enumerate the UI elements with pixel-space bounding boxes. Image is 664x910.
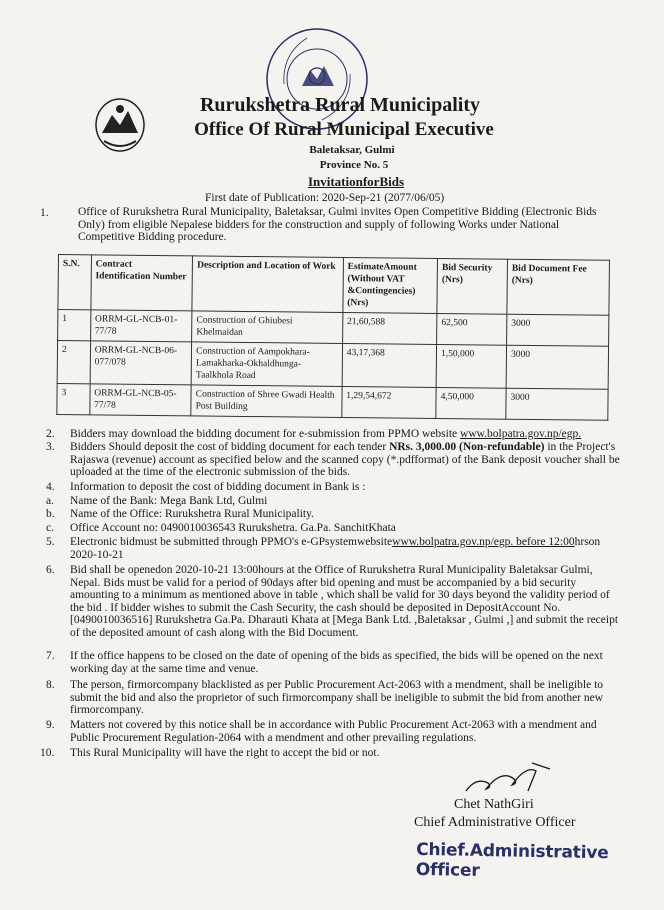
col-header: Bid Document Fee (Nrs)	[507, 259, 610, 315]
bids-table	[56, 254, 610, 421]
egp-link[interactable]: www.bolpatra.gov.np/egp. before 12:00	[392, 536, 575, 548]
table-cell: Construction of Shree Gwadi Health Post Building	[191, 385, 342, 418]
table-cell: 1,29,54,672	[342, 386, 437, 418]
col-header: Description and Location of Work	[192, 256, 343, 313]
table-row	[57, 341, 608, 390]
municipality-name: Rurukshetra Rural Municipality	[199, 94, 481, 116]
clause-number: 3.	[46, 441, 55, 453]
table-cell: 1	[58, 310, 91, 341]
col-header: EstimateAmount (Without VAT &Contingencies) (Nrs)	[343, 257, 438, 313]
signer-name: Chet NathGiri	[454, 797, 534, 812]
table-cell: Construction of Ghiubesi Khelmaidan	[192, 311, 343, 344]
clause-4: Information to deposit the cost of bidding document in Bank is :	[70, 481, 366, 493]
table-cell: 2	[57, 341, 90, 384]
bank-name: Name of the Bank: Mega Bank Ltd, Gulmi	[70, 495, 268, 507]
notice-title: InvitationforBids	[307, 174, 405, 189]
clause-number: a.	[46, 495, 54, 507]
table-cell: 3000	[507, 314, 609, 346]
col-header: Contract Identification Number	[91, 255, 193, 311]
clause-number: 10.	[40, 747, 55, 759]
table-cell: 3000	[506, 345, 608, 389]
table-cell: 4,50,000	[436, 387, 506, 419]
table-cell: ORRM-GL-NCB-06-077/078	[90, 341, 192, 385]
ppmo-link[interactable]: www.bolpatra.gov.np/egp.	[460, 428, 582, 440]
office-name: Office Of Rural Municipal Executive	[194, 119, 494, 140]
clause-3	[70, 441, 620, 479]
office-province: Province No. 5	[319, 159, 389, 171]
clause-number: 4.	[46, 481, 55, 493]
office-name-clause: Name of the Office: Rurukshetra Rural Municipality.	[70, 508, 314, 520]
clause-text: Electronic bidmust be submitted through PPMO's e-GPsystemwebsite	[70, 536, 393, 548]
publication-date: First date of Publication: 2020-Sep-21 (2077/06/05)	[205, 192, 445, 204]
clause-number: 5.	[46, 536, 55, 548]
clause-10: This Rural Municipality will have the right to accept the bid or not.	[70, 747, 380, 759]
clause-1: Office of Rurukshetra Rural Municipality, Baletaksar, Gulmi invites Open Competitive Bidding (Electronic Bids Only) from eligible Nepalese bidders for the construction and supply of following Works under National Competitive Bidding procedure.	[78, 206, 597, 243]
clause-2	[70, 428, 630, 441]
table-cell: 21,60,588	[342, 312, 437, 344]
clause-text: Bidders may download the bidding document for e-submission from PPMO website	[70, 428, 458, 440]
clause-number: b.	[46, 508, 55, 520]
signer-title: Chief Administrative Officer	[414, 815, 576, 830]
table-cell: ORRM-GL-NCB-01-77/78	[90, 310, 192, 342]
col-header: S.N.	[58, 255, 91, 310]
clause-7: If the office happens to be closed on the date of opening of the bids as specified, the bids will be opened on the next working day at the same time and venue.	[70, 650, 603, 675]
fee-amount: NRs. 3,000.00 (Non-refundable)	[389, 441, 545, 453]
clause-number: 7.	[46, 650, 55, 662]
clause-number: 1.	[40, 207, 49, 219]
official-stamp: Chief.Administrative Officer	[415, 839, 609, 881]
clause-5	[70, 536, 620, 561]
table-row	[57, 383, 608, 420]
clause-number: 6.	[46, 564, 55, 576]
table-header-row	[58, 255, 610, 316]
clause-number: 8.	[46, 679, 55, 691]
clause-6: Bid shall be openedon 2020-10-21 13:00hours at the Office of Rurukshetra Rural Municipality Baletaksar Gulmi, Nepal. Bids must be valid for a period of 90days after bid opening and must be accompanied by a bid security amounting to a minimum as mentioned above in table , which shall be valid for 30 days beyond the validity period of the bid . If bidder wishes to submit the Cash Security, the cash should be deposited in DepositAccount No.[0490010036516] Rurukshetra Ga.Pa. Dharauti Khata at [Mega Bank Ltd. ,Baletaksar , Gulmi ,] and submit the receipt of the deposited amount of cash along with the Bid Document.	[70, 564, 619, 639]
clause-9: Matters not covered by this notice shall be in accordance with Public Procurement Act-2063 with a mendment and Public Procurement Regulation-2064 with a mendment and other prevailing regulations.	[70, 719, 597, 744]
table-cell: 3	[57, 383, 90, 414]
clause-text: in the Project's Rajaswa (revenue) account as specified below and the scanned copy (*.pdfformat) of the Bank deposit voucher shall be uploaded at the time of the electronic submission of the bids.	[70, 441, 620, 478]
signature-scribble-icon	[462, 757, 554, 797]
table-cell: 62,500	[437, 313, 507, 345]
table-cell: 43,17,368	[342, 343, 437, 387]
clause-8: The person, firmorcompany blacklisted as per Public Procurement Act-2063 with a mendment, shall be ineligible to submit the bid and also the proprietor of such firmorcompany shall be ineligible to submit the bid from another new firmorcompany.	[70, 679, 604, 716]
clause-number: 2.	[46, 428, 55, 440]
col-header: Bid Security (Nrs)	[437, 258, 507, 314]
account-number: Office Account no: 0490010036543 Rurukshetra. Ga.Pa. SanchitKhata	[70, 522, 396, 534]
table-cell: Construction of Aampokhara-Lamakharka-Okhaldhunga-Taalkhola Road	[191, 342, 342, 387]
table-cell: 3000	[506, 388, 608, 420]
office-address: Baletaksar, Gulmi	[309, 144, 395, 156]
clause-text: Bidders Should deposit the cost of bidding document for each tender	[70, 441, 387, 453]
table-cell: ORRM-GL-NCB-05-77/78	[90, 384, 192, 416]
clause-number: 9.	[46, 719, 55, 731]
clause-text: hrson 2020-10-21	[70, 536, 601, 561]
clause-number: c.	[46, 522, 54, 534]
table-cell: 1,50,000	[436, 344, 506, 388]
municipality-seal-icon	[262, 24, 372, 134]
